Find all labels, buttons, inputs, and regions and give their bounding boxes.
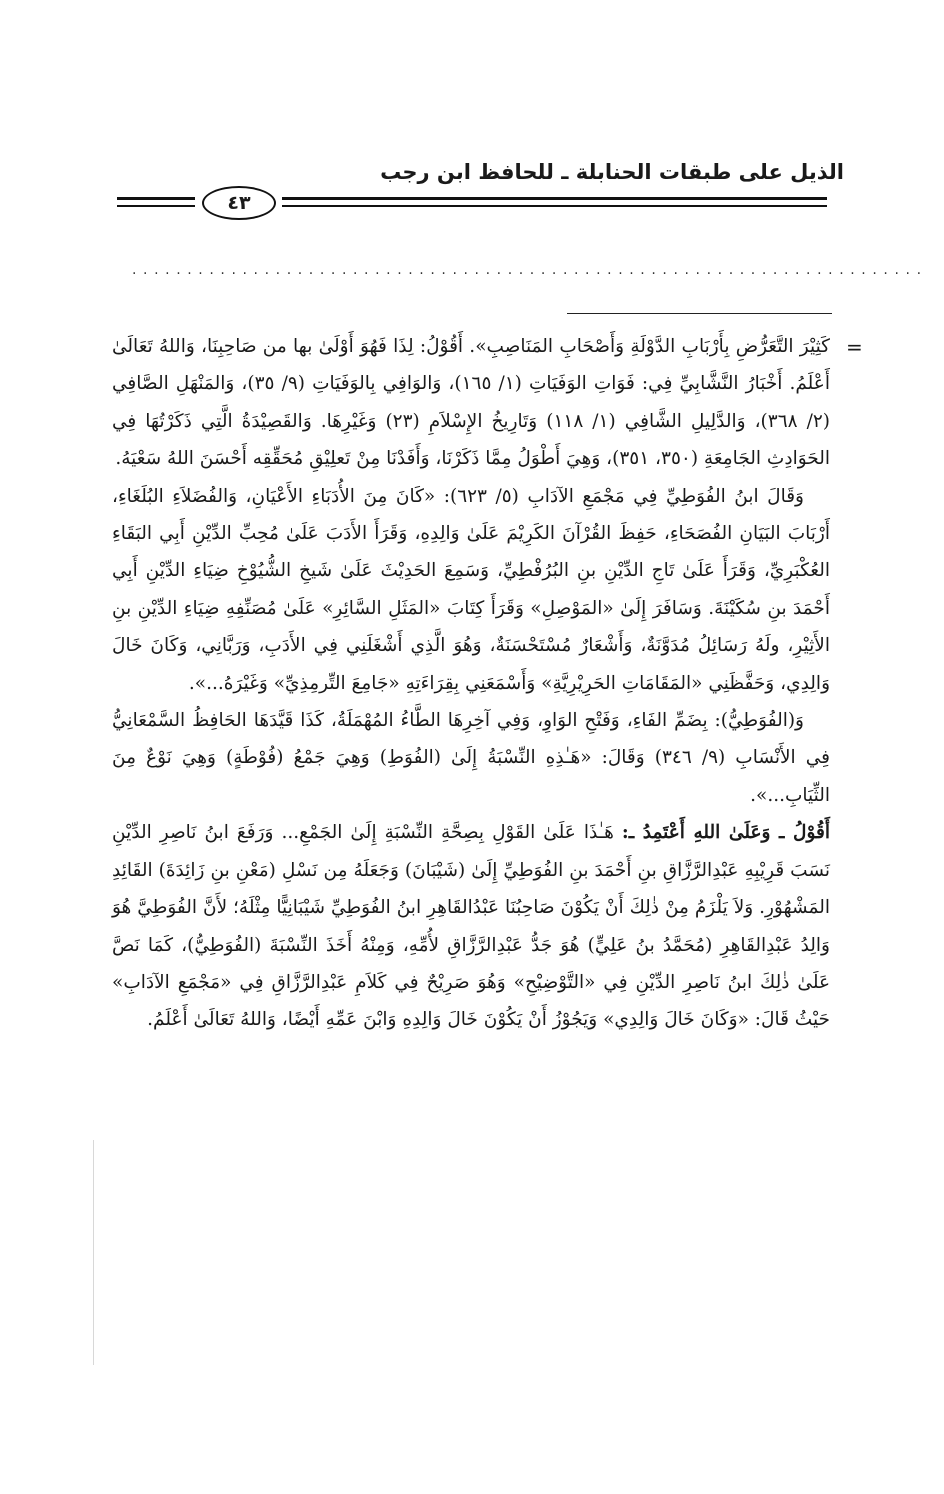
- margin-line: [93, 1140, 94, 1365]
- paragraph-4: [112, 814, 830, 1038]
- header-rule-left-thin: [117, 205, 195, 207]
- paragraph-4-text: هَـٰذَا عَلَىٰ القَوْلِ بِصِحَّةِ النِّسْبَةِ إِلَىٰ الجَمْعِ... وَرَفَعَ ابنُ نَاصِرِ الدِّيْنِ نَسَبَ قَرِيْبِهِ عَبْدِالرَّزَّاقِ بنِ أَحْمَدَ بنِ الفُوَطِيِّ إِلَىٰ (شَيْبَانَ) وَجَعَلَهُ مِن نَسْلِ (مَعْنِ بنِ زَائِدَةَ) القَائِدِ المَشْهُوْرِ. وَلاَ يَلْزَمُ مِنْ ذٰلِكَ أَنْ يَكُوْنَ صَاحِبُنَا عَبْدُالقَاهِرِ ابنُ الفُوَطِيِّ شَيْبَانِيًّا مِثْلَهُ؛ لأَنَّ الفُوَطِيَّ هُوَ وَالِدُ عَبْدِالقَاهِرِ (مُحَمَّدُ بنُ عَلِيٍّ) هُوَ جَدُّ عَبْدِالرَّزَّاقِ لأُمِّهِ، وَمِنْهُ أَخَذَ النِّسْبَةَ (الفُوَطِيُّ)، كَمَا نَصَّ عَلَىٰ ذٰلِكَ ابنُ نَاصِرِ الدِّيْنِ فِي «التَّوْضِيْحِ» وَهُوَ صَرِيْحٌ فِي كَلاَمِ عَبْدِالرَّزَّاقِ فِي «مَجْمَعِ الآدَابِ» حَيْثُ قَالَ: «وَكَانَ خَالَ وَالِدِي» وَيَجُوْزُ أَنْ يَكُوْنَ خَالَ وَالِدِهِ وَابْنَ عَمِّهِ أَيْضًا، وَاللهُ تَعَالَىٰ أَعْلَمُ.: [112, 822, 830, 1031]
- footnote-rule: [567, 313, 832, 314]
- footnote-continuation-mark: =: [846, 335, 863, 359]
- header-rule-left: [117, 197, 195, 200]
- paragraph-3: وَ(الفُوَطِيُّ): بِضَمِّ الفَاءِ، وَفَتْحِ الوَاوِ، وَفِي آخِرِهَا الطَّاءُ المُهْمَلَةُ، كَذَا قَيَّدَهَا الحَافِظُ السَّمْعَانِيُّ فِي الأَنْسَابِ (٩/ ٣٤٦) وَقَالَ: «هَـٰذِهِ النِّسْبَةُ إِلَىٰ (الفُوَطِ) وَهِيَ جَمْعُ (فُوْطَةٍ) وَهِيَ نَوْعٌ مِنَ الثِّيَابِ...».: [112, 710, 830, 806]
- footnote-body: [112, 328, 830, 1039]
- header-rule-right-thin: [282, 205, 827, 207]
- paragraph-4-lead: أَقُوْلُ ـ وَعَلَىٰ اللهِ أَعْتَمِدُ ـ:: [621, 822, 830, 844]
- dotted-separator: ........................................................................: [132, 262, 928, 278]
- paragraph-1: كَثِيْرَ التَّعَرُّضِ بِأَرْبَابِ الدَّوْلَةِ وَأَصْحَابِ المَنَاصِبِ». أَقُوْلُ: لِذَا فَهُوَ أَوْلَىٰ بها من صَاحِبِنَا، وَاللهُ تَعَالَىٰ أَعْلَمُ. أَخْبَارُ النَّشَّابِيِّ فِي: فَوَاتِ الوَفَيَاتِ (١/ ١٦٥)، وَالوَافِي بِالوَفَيَاتِ (٩/ ٣٥)، وَالمَنْهَلِ الصَّافِي (٢/ ٣٦٨)، وَالدَّلِيلِ الشَّافِي (١/ ١١٨) وَتَارِيخُ الإِسْلاَمِ (٢٣) وَغَيْرِهَا. وَالقَصِيْدَةُ الَّتِي ذَكَرْتُهَا فِي الحَوَادِثِ الجَامِعَةِ (٣٥٠، ٣٥١)، وَهِيَ أَطْوَلُ مِمَّا ذَكَرْنَا، وَأَفَدْنَا مِنْ تَعلِيْقِ مُحَقِّقِه أَحْسَنَ اللهُ سَعْيَهُ.: [112, 336, 830, 470]
- page-number-badge: ٤٣: [202, 186, 276, 220]
- paragraph-2: وَقَالَ ابنُ الفُوَطِيِّ فِي مَجْمَعِ الآدَابِ (٥/ ٦٢٣): «كَانَ مِنَ الأُدَبَاءِ الأَعْيَانِ، وَالفُضَلاَءِ البُلَغَاءِ، أَرْبَابَ البَيَانِ الفُصَحَاءِ، حَفِظَ القُرْآنَ الكَرِيْمَ عَلَىٰ وَالِدِهِ، وَقَرَأَ الأَدَبَ عَلَىٰ مُحِبِّ الدِّيْنِ أَبِي البَقَاءِ العُكْبَرِيِّ، وَقَرَأَ عَلَىٰ تَاجِ الدِّيْنِ بنِ البُرُفْطِيِّ، وَسَمِعَ الحَدِيْثَ عَلَىٰ شَيخِ الشُّيُوْخِ ضِيَاءِ الدِّيْنِ أَبِي أَحْمَدَ بنِ سُكَيْنَةَ. وَسَافَرَ إِلَىٰ «المَوْصِلِ» وَقَرَأَ كِتَابَ «المَثَلِ السَّائِرِ» عَلَىٰ مُصَنِّفِهِ ضِيَاءِ الدِّيْنِ بنِ الأَثِيْرِ، ولَهُ رَسَائِلُ مُدَوَّنَةٌ، وَأَشْعَارٌ مُسْتَحْسَنَةٌ، وَهُوَ الَّذِي أَشْغَلَنِي فِي الأَدَبِ، وَرَبَّانِي، وَكَانَ خَالَ وَالِدِي، وَحَفَّظَنِي «المَقَامَاتِ الحَرِيْرِيَّةِ» وَأَسْمَعَنِي بِقِرَاءَتِهِ «جَامِعَ التِّرمِذِيِّ» وَغَيْرَهُ...».: [112, 485, 830, 694]
- header-rule-right: [282, 197, 827, 200]
- running-header-title: الذيل على طبقات الحنابلة ـ للحافظ ابن رجب: [380, 160, 844, 184]
